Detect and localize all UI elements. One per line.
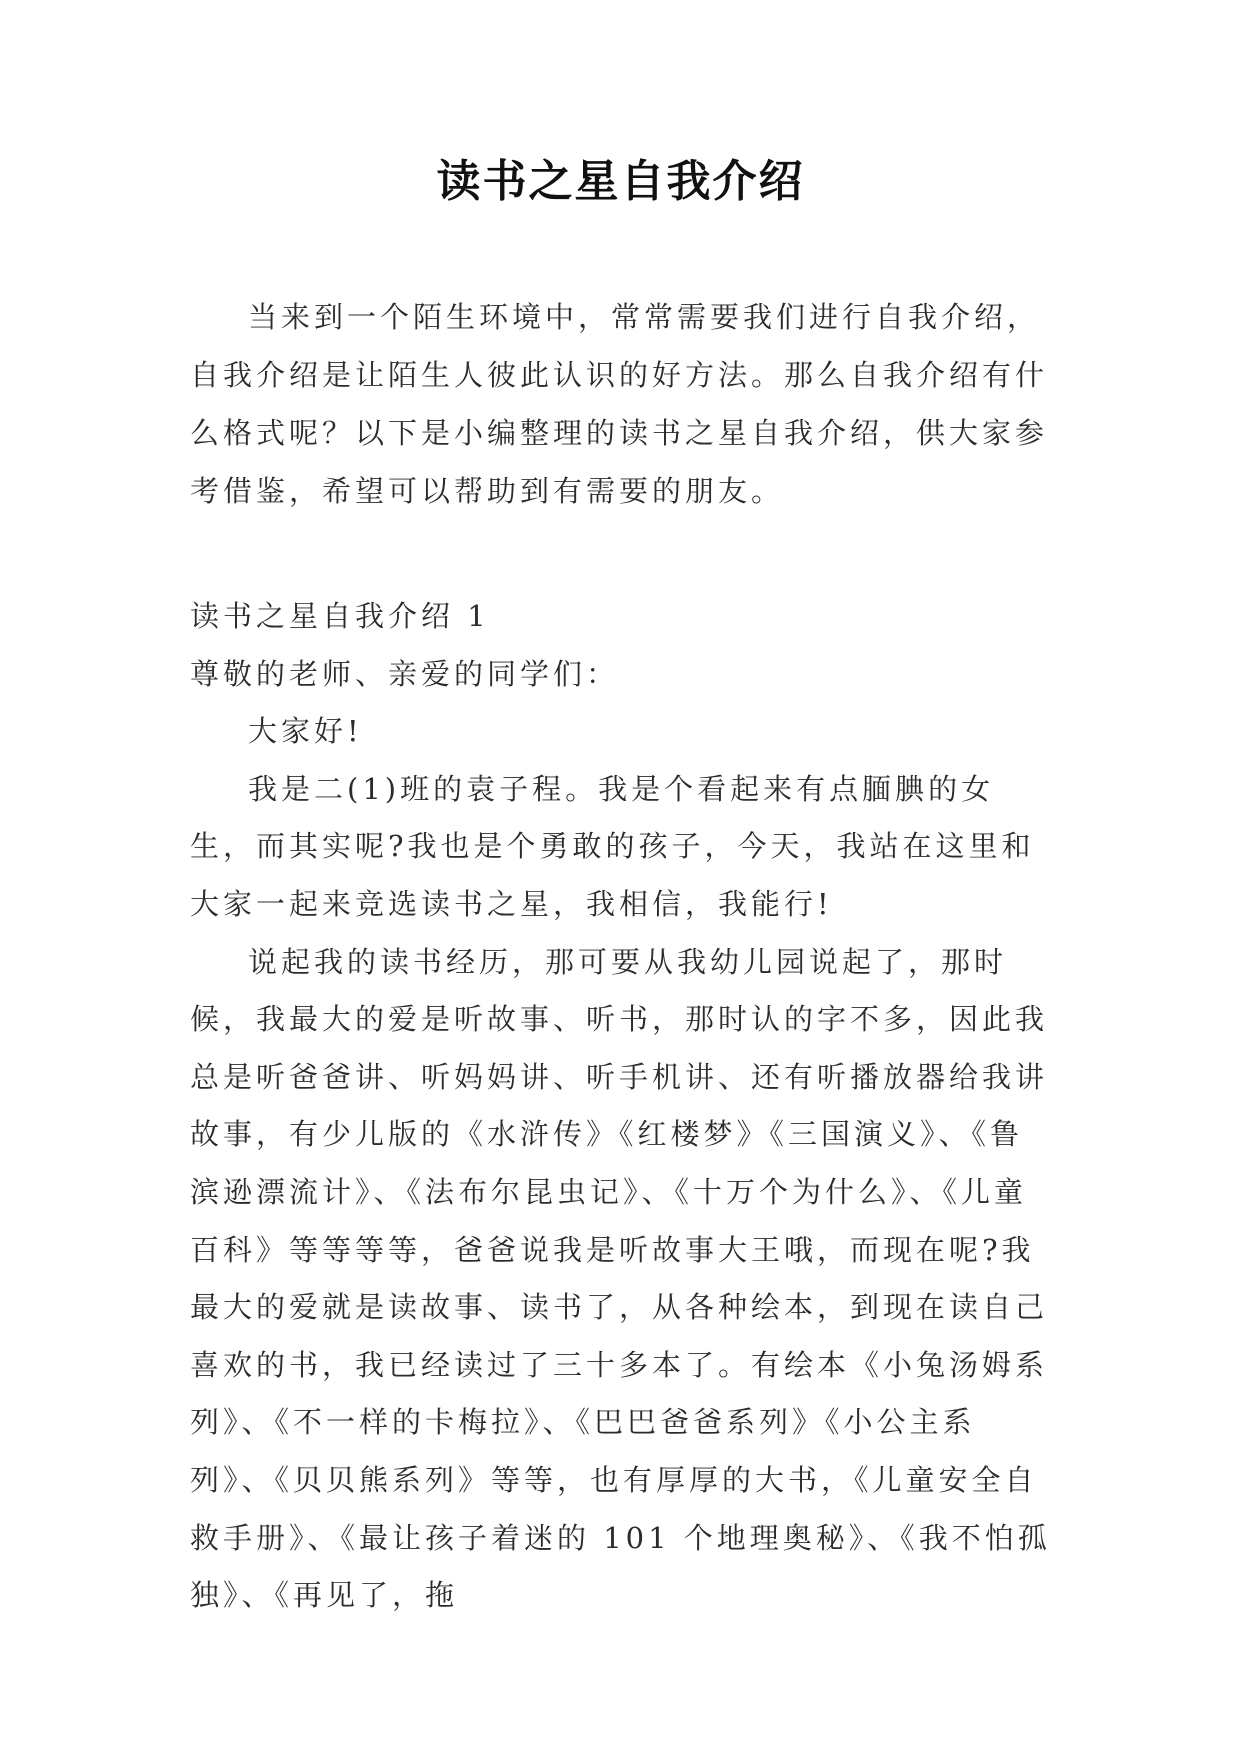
section-heading: 读书之星自我介绍 1 — [190, 599, 490, 633]
body-paragraph-2: 说起我的读书经历，那可要从我幼儿园说起了，那时候，我最大的爱是听故事、听书，那时认的字不多，因此我总是听爸爸讲、听妈妈讲、听手机讲、还有听播放器给我讲故事，有少儿版的《水浒传》《红楼梦》《三国演义》、《鲁滨逊漂流计》、《法布尔昆虫记》、《十万个为什么》、《儿童百科》等等等等，爸爸说我是听故事大王哦，而现在呢?我最大的爱就是读故事、读书了，从各种绘本，到现在读自己喜欢的书，我已经读过了三十多本了。有绘本《小兔汤姆系列》、《不一样的卡梅拉》、《巴巴爸爸系列》《小公主系列》、《贝贝熊系列》等等，也有厚厚的大书，《儿童安全自救手册》、《最让孩子着迷的 101 个地理奥秘》、《我不怕孤独》、《再见了，拖 — [190, 944, 1051, 1613]
intro-block — [190, 288, 1052, 520]
article-body — [190, 588, 1052, 1625]
greeting: 大家好! — [248, 714, 363, 749]
body-paragraph-1: 我是二(1)班的袁子程。我是个看起来有点腼腆的女生，而其实呢?我也是个勇敢的孩子，今天，我站在这里和大家一起来竞选读书之星，我相信，我能行! — [190, 771, 1035, 921]
salutation: 尊敬的老师、亲爱的同学们： — [190, 656, 620, 691]
document-title: 读书之星自我介绍 — [436, 156, 805, 207]
intro-paragraph: 当来到一个陌生环境中，常常需要我们进行自我介绍，自我介绍是让陌生人彼此认识的好方法。那么自我介绍有什么格式呢？以下是小编整理的读书之星自我介绍，供大家参考借鉴，希望可以帮助到有需要的朋友。 — [190, 300, 1049, 508]
